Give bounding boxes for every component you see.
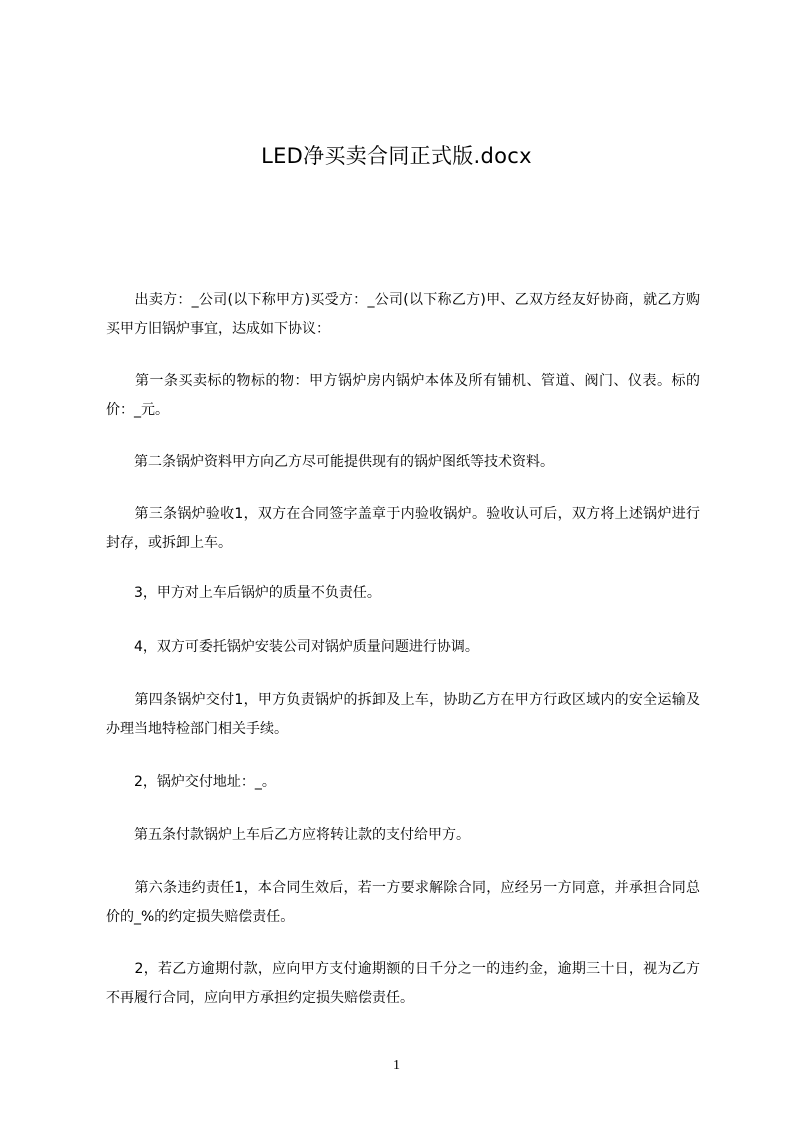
paragraph-article-3: 第三条锅炉验收1，双方在合同签字盖章于内验收锅炉。验收认可后，双方将上述锅炉进行封存，或拆卸上车。 — [106, 506, 700, 551]
paragraph-article-1: 第一条买卖标的物标的物：甲方锅炉房内锅炉本体及所有铺机、管道、阀门、仪表。标的价：_元。 — [106, 373, 700, 418]
document-title: LED净买卖合同正式版.docx — [261, 144, 532, 168]
paragraph-article-6: 第六条违约责任1，本合同生效后，若一方要求解除合同，应经另一方同意，并承担合同总价的_%的约定损失赔偿责任。 — [106, 880, 700, 925]
paragraph-parties: 出卖方：_公司(以下称甲方)买受方：_公司(以下称乙方)甲、乙双方经友好协商，就乙方购买甲方旧锅炉事宜，达成如下协议： — [106, 292, 700, 337]
paragraph-article-5: 第五条付款锅炉上车后乙方应将转让款的支付给甲方。 — [106, 827, 470, 843]
paragraph-article-3-item-4: 4，双方可委托锅炉安装公司对锅炉质量问题进行协调。 — [106, 639, 479, 655]
paragraph-article-6-item-2: 2，若乙方逾期付款，应向甲方支付逾期额的日千分之一的违约金，逾期三十日，视为乙方不再履行合同，应向甲方承担约定损失赔偿责任。 — [106, 961, 700, 1006]
paragraph-article-3-item-3: 3，甲方对上车后锅炉的质量不负责任。 — [106, 585, 381, 601]
page-number: 1 — [393, 1058, 400, 1073]
paragraph-article-4: 第四条锅炉交付1，甲方负责锅炉的拆卸及上车，协助乙方在甲方行政区域内的安全运输及办理当地特检部门相关手续。 — [106, 692, 700, 737]
paragraph-article-4-item-2: 2，锅炉交付地址：_。 — [106, 774, 276, 790]
paragraph-article-2: 第二条锅炉资料甲方向乙方尽可能提供现有的锅炉图纸等技术资料。 — [106, 454, 554, 470]
